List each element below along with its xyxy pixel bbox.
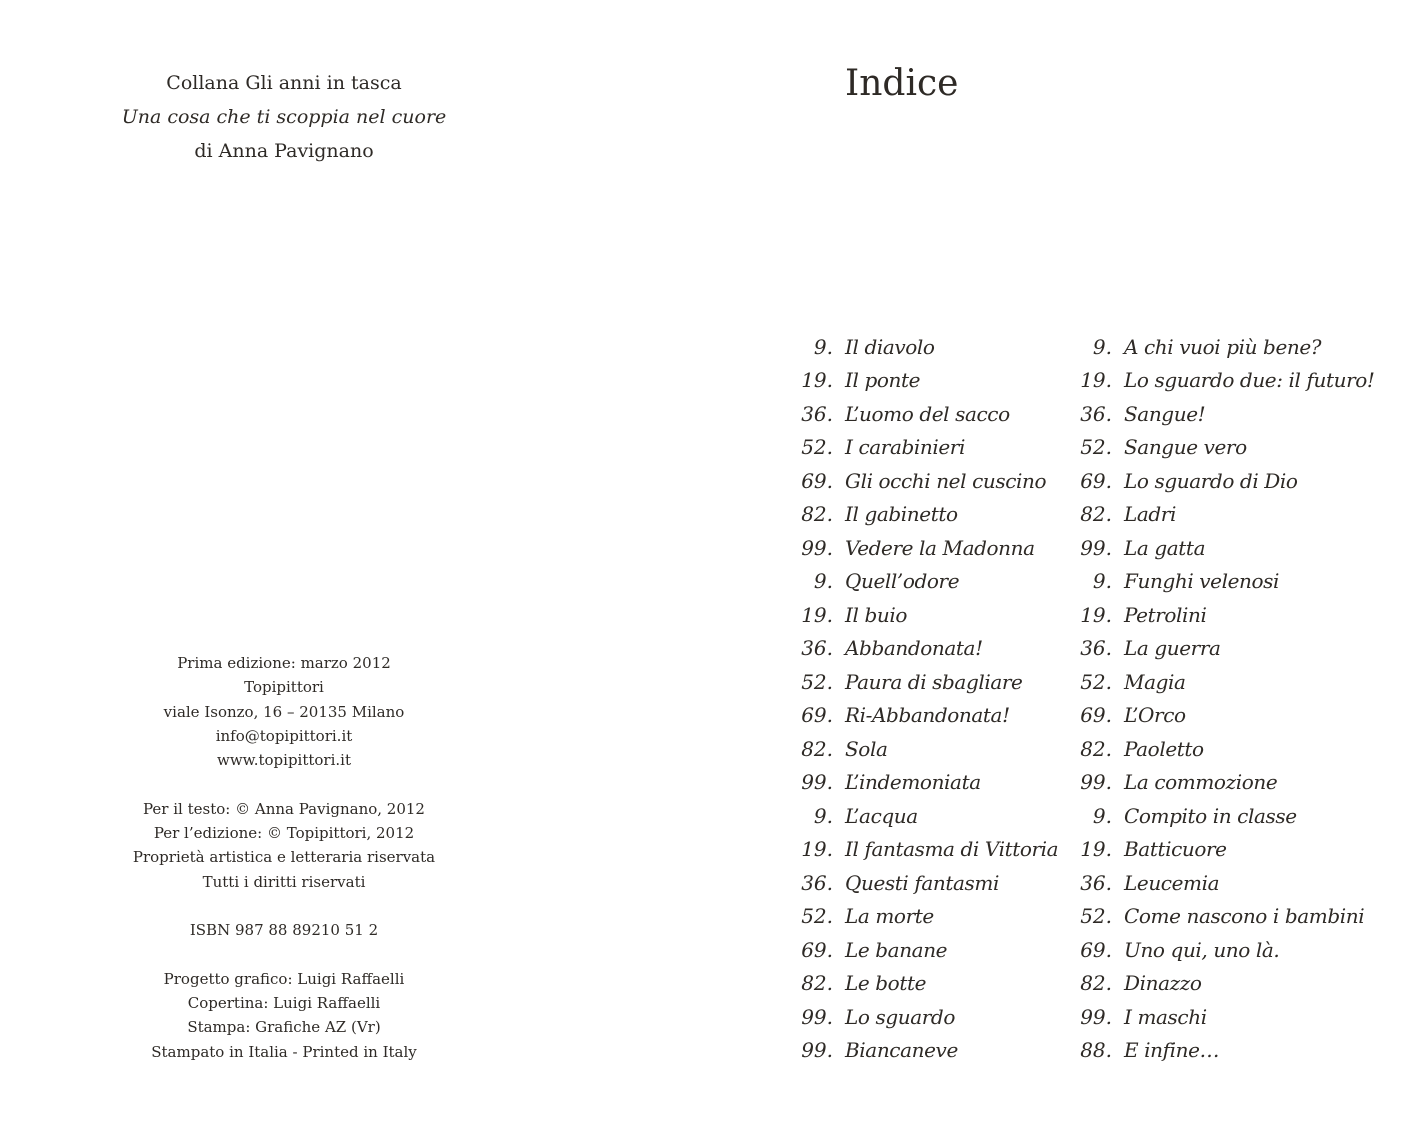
page-number: 82. [1080,736,1112,761]
publisher-address: viale Isonzo, 16 – 20135 Milano [163,702,405,721]
index-entry [1072,900,1417,934]
index-entry [793,598,1063,632]
chapter-title: Come nascono i bambini [1124,904,1365,929]
chapter-title: Il ponte [845,368,921,393]
page-number: 99. [1080,770,1112,795]
chapter-title: Magia [1124,669,1186,694]
index-entry [793,699,1063,733]
chapter-title: Il fantasma di Vittoria [845,837,1059,862]
page-number: 36. [1080,636,1112,661]
page-number: 19. [801,368,833,393]
printer-credit: Stampa: Grafiche AZ (Vr) [187,1018,381,1037]
chapter-title: Le botte [845,971,927,996]
chapter-title: L’uomo del sacco [845,401,1010,426]
book-title: Una cosa che ti scoppia nel cuore [121,106,447,128]
page-number: 36. [1080,870,1112,895]
chapter-title: L’Orco [1124,703,1186,728]
index-entry [1072,833,1417,867]
page-number: 36. [801,636,833,661]
index-entry [793,1034,1063,1068]
page-number: 9. [1092,803,1112,828]
index-entry [1072,632,1417,666]
page-number: 69. [801,703,833,728]
chapter-title: La guerra [1124,636,1221,661]
index-entry [1072,464,1417,498]
index-entry [793,498,1063,532]
page-number: 99. [1080,535,1112,560]
page-number: 82. [1080,502,1112,527]
index-entry [1072,799,1417,833]
spacer [84,943,484,967]
index-entry [793,799,1063,833]
chapter-title: Gli occhi nel cuscino [845,468,1047,493]
page-number: 9. [1092,334,1112,359]
page-number: 99. [801,1038,833,1063]
colophon [84,651,484,1064]
chapter-title: Biancaneve [845,1038,958,1063]
index-entry [1072,866,1417,900]
chapter-title: A chi vuoi più bene? [1124,334,1322,359]
page-number: 52. [1080,435,1112,460]
page-number: 69. [1080,937,1112,962]
chapter-title: Dinazzo [1124,971,1202,996]
index-entry [1072,933,1417,967]
chapter-title: Paura di sbagliare [845,669,1023,694]
index-entry [793,397,1063,431]
page-number: 19. [1080,368,1112,393]
page-number: 9. [813,569,833,594]
page-number: 82. [1080,971,1112,996]
chapter-title: I maschi [1124,1004,1207,1029]
index-entry [1072,732,1417,766]
index-entry [1072,967,1417,1001]
page-number: 9. [1092,569,1112,594]
isbn: ISBN 987 88 89210 51 2 [189,921,379,940]
index-entry [1072,1000,1417,1034]
page-number: 99. [801,1004,833,1029]
graphic-design-credit: Progetto grafico: Luigi Raffaelli [163,969,405,988]
rights-notice: Proprietà artistica e letteraria riservata [132,848,436,867]
chapter-title: E infine… [1124,1038,1220,1063]
page-number: 69. [1080,468,1112,493]
index-entry [1072,330,1417,364]
index-entry [793,665,1063,699]
chapter-title: Il diavolo [845,334,935,359]
chapter-title: Ri-Abbandonata! [845,703,1010,728]
publisher-name: Topipittori [244,678,324,697]
chapter-title: Quell’odore [845,569,960,594]
index-entry [1072,699,1417,733]
page-number: 52. [801,669,833,694]
chapter-title: Questi fantasmi [845,870,999,895]
chapter-title: Sangue! [1124,401,1206,426]
page-number: 52. [1080,669,1112,694]
chapter-title: Uno qui, uno là. [1124,937,1280,962]
index-entry [793,933,1063,967]
chapter-title: Paoletto [1124,736,1204,761]
series-block [100,66,468,168]
page-number: 36. [801,401,833,426]
page-number: 19. [801,837,833,862]
chapter-title: La commozione [1124,770,1278,795]
chapter-title: Batticuore [1124,837,1227,862]
chapter-title: Sangue vero [1124,435,1247,460]
index-entry [1072,431,1417,465]
spacer [84,894,484,918]
edition-line: Prima edizione: marzo 2012 [177,654,391,672]
chapter-title: Petrolini [1124,602,1207,627]
index-entry [1072,598,1417,632]
collection-name: Collana Gli anni in tasca [166,72,402,94]
index-entry [793,531,1063,565]
index-entry [793,632,1063,666]
index-entry [793,866,1063,900]
left-page [0,0,708,1122]
index-heading: Indice [845,63,959,104]
page-number: 36. [1080,401,1112,426]
index-entry [1072,1034,1417,1068]
chapter-title: Funghi velenosi [1124,569,1280,594]
page-number: 69. [801,468,833,493]
index-entry [1072,498,1417,532]
page-number: 69. [1080,703,1112,728]
right-page [708,0,1417,1122]
page-number: 19. [1080,837,1112,862]
page-number: 52. [801,435,833,460]
chapter-title: Lo sguardo [845,1004,955,1029]
chapter-title: Ladri [1124,502,1176,527]
page-number: 9. [813,803,833,828]
index-entry [793,330,1063,364]
page-number: 9. [813,334,833,359]
index-entry [793,364,1063,398]
chapter-title: L’acqua [845,803,918,828]
page-number: 99. [1080,1004,1112,1029]
chapter-title: Lo sguardo di Dio [1124,468,1298,493]
index-entry [793,732,1063,766]
index-entry [1072,665,1417,699]
index-entry [793,1000,1063,1034]
chapter-title: Il gabinetto [845,502,958,527]
index-entry [793,766,1063,800]
index-column-1 [793,330,1063,1067]
index-entry [793,565,1063,599]
chapter-title: L’indemoniata [845,770,981,795]
publisher-email: info@topipittori.it [215,726,353,745]
page-number: 82. [801,736,833,761]
index-entry [1072,766,1417,800]
page-number: 69. [801,937,833,962]
index-entry [793,967,1063,1001]
printed-in: Stampato in Italia - Printed in Italy [151,1042,417,1061]
chapter-title: Lo sguardo due: il futuro! [1124,368,1375,393]
index-entry [793,833,1063,867]
page-number: 82. [801,502,833,527]
chapter-title: Il buio [845,602,907,627]
index-entry [1072,531,1417,565]
cover-credit: Copertina: Luigi Raffaelli [187,994,381,1013]
index-entry [793,431,1063,465]
publisher-website: www.topipittori.it [216,751,351,770]
index-entry [1072,364,1417,398]
chapter-title: Sola [845,736,888,761]
index-entry [793,464,1063,498]
page-number: 19. [1080,602,1112,627]
index-entry [793,900,1063,934]
chapter-title: Compito in classe [1124,803,1297,828]
page-number: 82. [801,971,833,996]
text-copyright: Per il testo: © Anna Pavignano, 2012 [143,799,425,818]
author-line: di Anna Pavignano [194,140,374,162]
chapter-title: Leucemia [1124,870,1220,895]
index-column-2 [1072,330,1417,1067]
index-entry [1072,397,1417,431]
chapter-title: I carabinieri [845,435,965,460]
chapter-title: La gatta [1124,535,1206,560]
chapter-title: Abbandonata! [845,636,983,661]
index-entry [1072,565,1417,599]
rights-reserved: Tutti i diritti riservati [202,872,366,891]
page-number: 99. [801,770,833,795]
chapter-title: La morte [845,904,934,929]
page-number: 88. [1080,1038,1112,1063]
spacer [84,772,484,796]
page-number: 36. [801,870,833,895]
page-number: 52. [801,904,833,929]
edition-copyright: Per l’edizione: © Topipittori, 2012 [153,824,415,843]
page-number: 19. [801,602,833,627]
page-number: 99. [801,535,833,560]
chapter-title: Le banane [845,937,948,962]
chapter-title: Vedere la Madonna [845,535,1035,560]
page-number: 52. [1080,904,1112,929]
